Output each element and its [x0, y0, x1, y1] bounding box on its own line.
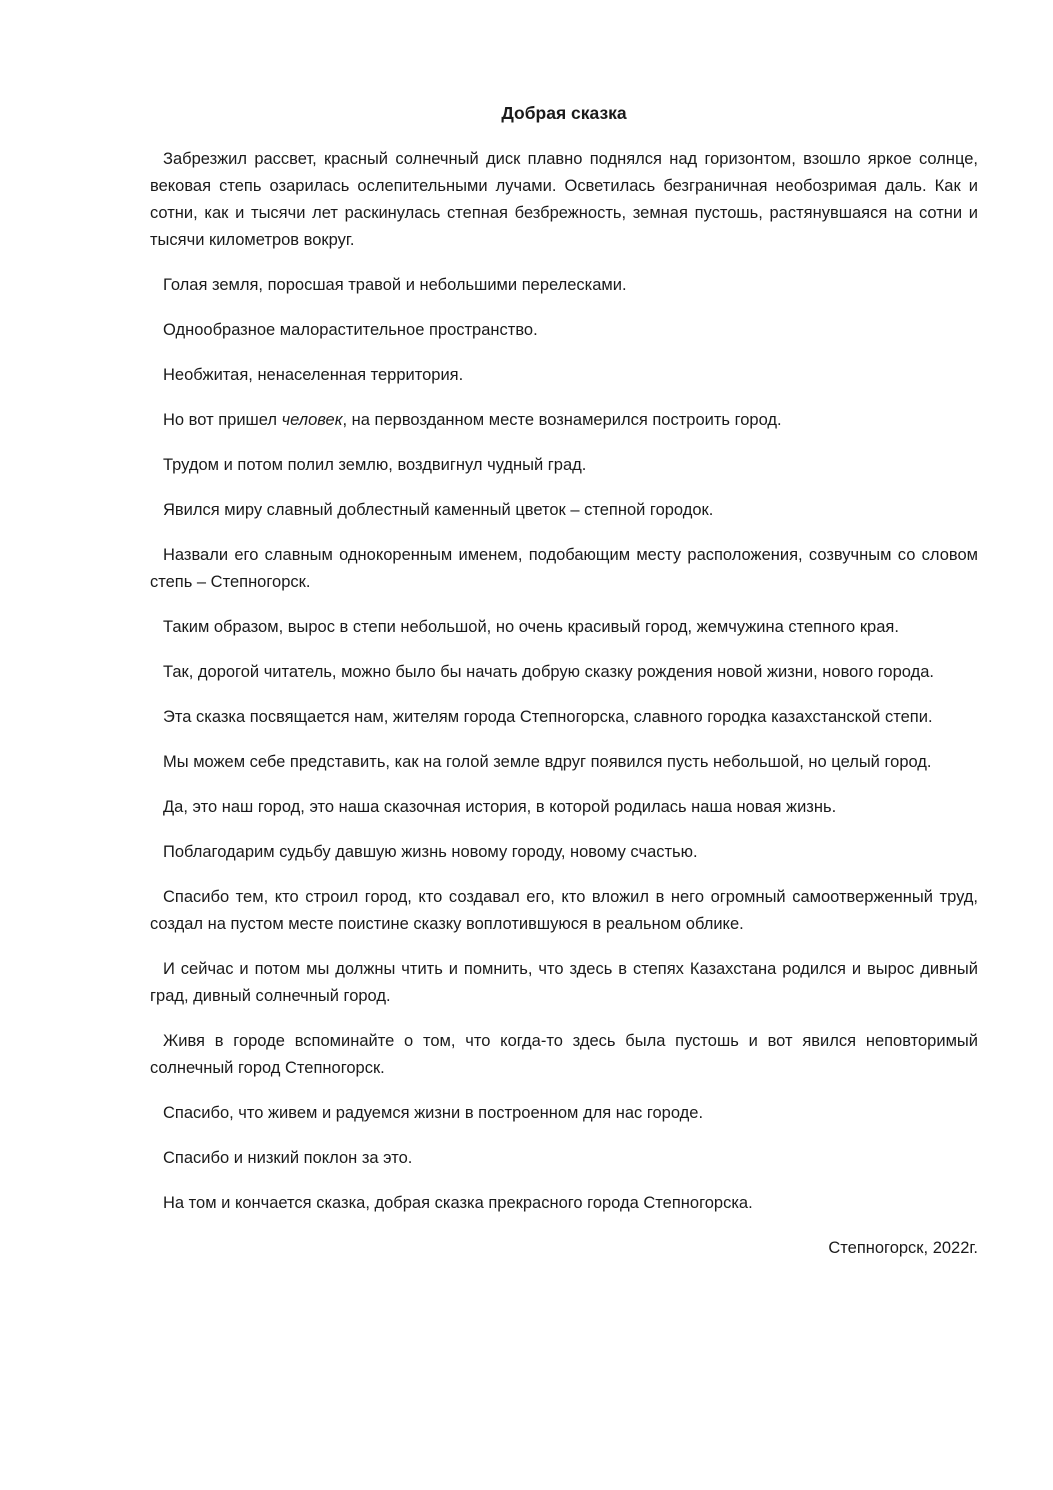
- paragraph: И сейчас и потом мы должны чтить и помнить, что здесь в степях Казахстана родился и вырос дивный град, дивный солнечный город.: [150, 960, 978, 1005]
- document-page: [150, 100, 978, 1262]
- paragraph: Однообразное малорастительное пространство.: [163, 321, 538, 339]
- paragraph: Забрезжил рассвет, красный солнечный диск плавно поднялся над горизонтом, взошло яркое солнце, вековая степь озарилась ослепительными лучами. Осветилась безграничная необозримая даль. Как и сотни, как и тысячи лет раскинулась степная безбрежность, земная пустошь, растянувшаяся на сотни и тысячи километров вокруг.: [150, 150, 978, 249]
- paragraph-text-before: Но вот пришел: [163, 411, 282, 429]
- signature: Степногорск, 2022г.: [828, 1239, 978, 1257]
- paragraph: Спасибо и низкий поклон за это.: [163, 1149, 413, 1167]
- paragraph: Необжитая, ненаселенная территория.: [163, 366, 464, 384]
- paragraph: Мы можем себе представить, как на голой земле вдруг появился пусть небольшой, но целый город.: [163, 753, 932, 771]
- paragraph: Живя в городе вспоминайте о том, что когда-то здесь была пустошь и вот явился неповторимый солнечный город Степногорск.: [150, 1032, 978, 1077]
- paragraph: Да, это наш город, это наша сказочная история, в которой родилась наша новая жизнь.: [163, 798, 837, 816]
- document-title: Добрая сказка: [501, 103, 627, 123]
- paragraph: Спасибо, что живем и радуемся жизни в построенном для нас городе.: [163, 1104, 704, 1122]
- paragraph: Голая земля, поросшая травой и небольшими перелесками.: [163, 276, 627, 294]
- paragraph: Трудом и потом полил землю, воздвигнул чудный град.: [163, 456, 587, 474]
- paragraph: Назвали его славным однокоренным именем, подобающим месту расположения, созвучным со словом степь – Степногорск.: [150, 546, 978, 591]
- paragraph: На том и кончается сказка, добрая сказка прекрасного города Степногорска.: [163, 1194, 753, 1212]
- paragraph: Эта сказка посвящается нам, жителям города Степногорска, славного городка казахстанской степи.: [163, 708, 933, 726]
- paragraph: Явился миру славный доблестный каменный цветок – степной городок.: [163, 501, 714, 519]
- emphasized-word: человек: [281, 411, 343, 429]
- paragraph-text-after: , на первозданном месте вознамерился построить город.: [342, 411, 782, 429]
- paragraph: Таким образом, вырос в степи небольшой, но очень красивый город, жемчужина степного края.: [163, 618, 899, 636]
- paragraph-with-emphasis: [150, 407, 978, 434]
- paragraph: Спасибо тем, кто строил город, кто создавал его, кто вложил в него огромный самоотверженный труд, создал на пустом месте поистине сказку воплотившуюся в реальном облике.: [150, 888, 978, 933]
- paragraph: Поблагодарим судьбу давшую жизнь новому городу, новому счастью.: [163, 843, 698, 861]
- paragraph: Так, дорогой читатель, можно было бы начать добрую сказку рождения новой жизни, нового города.: [163, 663, 934, 681]
